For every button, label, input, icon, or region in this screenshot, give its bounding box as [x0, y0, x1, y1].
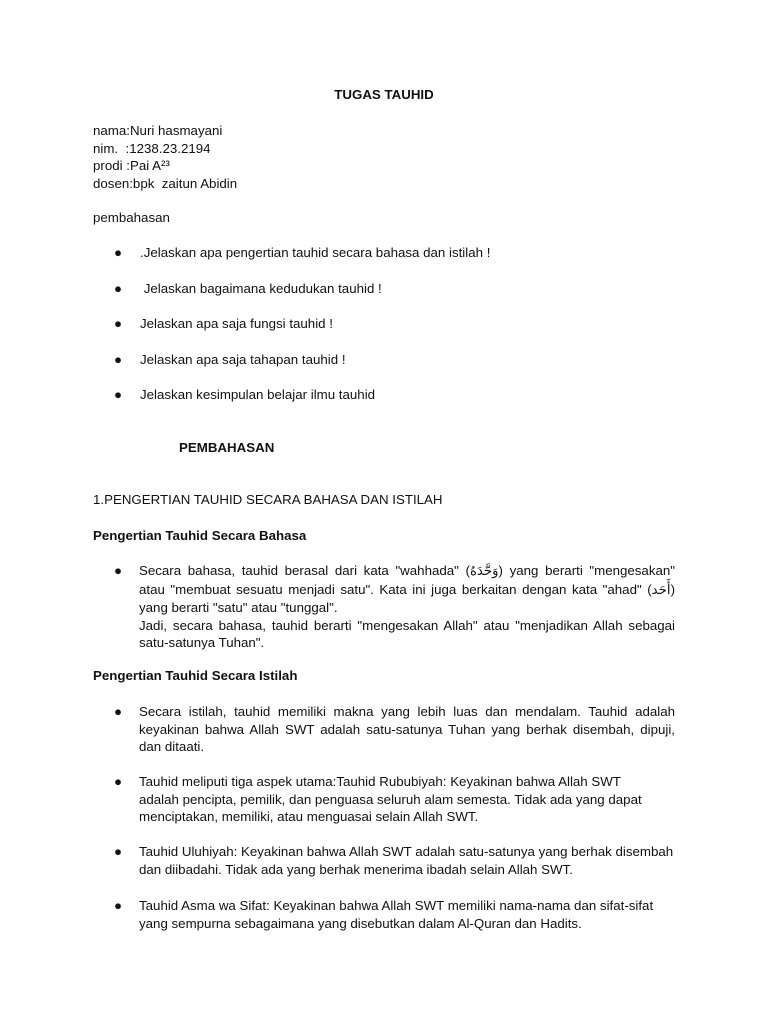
paragraph	[139, 562, 675, 652]
question-list	[93, 244, 693, 422]
paragraph-text: ) yang berarti "mengesakan" atau "membuat sesuatu menjadi satu". Kata ini juga berkaitan dengan kata "ahad" (	[139, 563, 675, 597]
paragraph-text: ) yang berarti "satu" atau "tunggal".	[139, 581, 675, 615]
list-item	[93, 315, 693, 351]
arabic-word: وَحَّدَهُ	[469, 564, 499, 579]
arabic-word: أَحَد	[651, 582, 671, 598]
paragraph-text: Tauhid Uluhiyah: Keyakinan bahwa Allah SWT adalah satu-satunya yang berhak disembah dan diibadahi. Tidak ada yang berhak menerima ibadah selain Allah SWT.	[139, 844, 674, 877]
lecturer-name: dosen:bpk zaitun Abidin	[93, 175, 238, 191]
list-item	[93, 351, 693, 387]
question-text: .Jelaskan apa pengertian tauhid secara bahasa dan istilah !	[140, 245, 491, 260]
list-item	[93, 703, 675, 756]
student-prodi: prodi :Pai A²³	[93, 158, 170, 173]
heading-bahasa: Pengertian Tauhid Secara Bahasa	[93, 528, 307, 543]
bullet-icon: ●	[114, 387, 123, 402]
paragraph-text: Secara istilah, tauhid memiliki makna yang lebih luas dan mendalam. Tauhid adalah keyakinan bahwa Allah SWT adalah satu-satunya Tuhan yang berhak disembah, dipuji, dan ditaati.	[139, 704, 675, 754]
paragraph-text: Tauhid meliputi tiga aspek utama:Tauhid Rububiyah: Keyakinan bahwa Allah SWT adalah pencipta, pemilik, dan penguasa seluruh alam semesta. Tidak ada yang dapat menciptakan, memiliki, atau menguasai selain Allah SWT.	[139, 774, 642, 824]
list-item	[93, 280, 693, 316]
section-heading: PEMBAHASAN	[179, 440, 275, 455]
bullet-icon: ●	[114, 844, 123, 859]
paragraph-text: Jadi, secara bahasa, tauhid berarti "mengesakan Allah" atau "menjadikan Allah sebagai satu-satunya Tuhan".	[139, 617, 675, 650]
question-text: Jelaskan bagaimana kedudukan tauhid !	[140, 280, 382, 296]
heading-istilah: Pengertian Tauhid Secara Istilah	[93, 668, 298, 683]
subsection-title: 1.PENGERTIAN TAUHID SECARA BAHASA DAN ISTILAH	[93, 492, 443, 507]
bullet-icon: ●	[114, 316, 123, 331]
question-text: Jelaskan apa saja tahapan tauhid !	[140, 351, 346, 367]
student-name: nama:Nuri hasmayani	[93, 123, 223, 138]
intro-label: pembahasan	[93, 210, 170, 225]
document-title: TUGAS TAUHID	[334, 87, 434, 102]
paragraph-text: Secara bahasa, tauhid berasal dari kata "wahhada" (	[139, 563, 470, 578]
list-item	[93, 897, 668, 932]
bullet-icon: ●	[114, 280, 123, 296]
question-text: Jelaskan apa saja fungsi tauhid !	[140, 316, 333, 331]
question-text: Jelaskan kesimpulan belajar ilmu tauhid	[140, 387, 376, 402]
list-item	[93, 386, 693, 422]
student-info	[93, 122, 237, 192]
list-item	[93, 562, 675, 652]
paragraph-text: Tauhid Asma wa Sifat: Keyakinan bahwa Allah SWT memiliki nama-nama dan sifat-sifat yang sempurna sebagaimana yang disebutkan dalam Al-Quran dan Hadits.	[139, 898, 654, 931]
bullet-icon: ●	[114, 774, 123, 789]
bullet-icon: ●	[114, 245, 123, 260]
list-item	[93, 843, 675, 878]
bullet-icon: ●	[114, 563, 123, 578]
list-item	[93, 773, 658, 826]
bullet-icon: ●	[114, 898, 123, 913]
bullet-icon: ●	[114, 704, 123, 719]
bullet-icon: ●	[114, 351, 123, 367]
list-item	[93, 244, 693, 280]
student-nim: nim. :1238.23.2194	[93, 140, 211, 156]
